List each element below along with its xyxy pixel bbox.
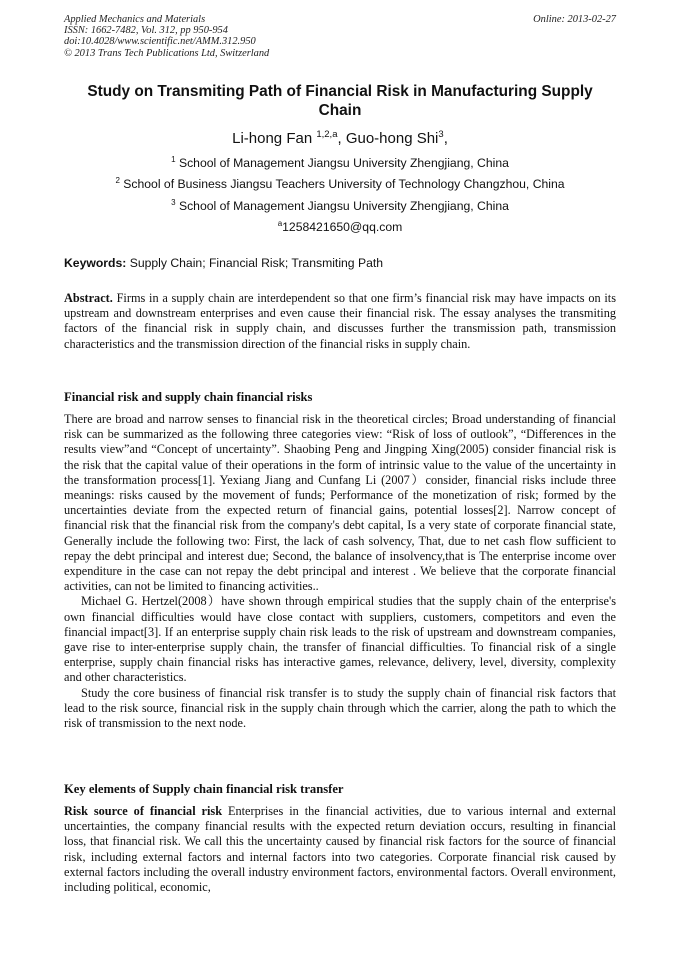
keywords-label: Keywords:	[64, 256, 127, 270]
journal-name: Applied Mechanics and Materials	[64, 14, 206, 25]
email-marker: a	[277, 219, 283, 228]
copyright-line: © 2013 Trans Tech Publications Ltd, Switzerland	[64, 47, 270, 59]
affiliation-1-text: School of Management Jiangsu University Zhengjiang, China	[178, 156, 509, 170]
section-2-body	[64, 804, 616, 895]
author-separator: ,	[337, 130, 346, 147]
section-1-paragraph-3: Study the core business of financial risk transfer is to study the supply chain of financial risk factors that lead to the risk source, financial risk in the supply chain through which the carrier, along the path to which the risk of transmission to the next node.	[64, 685, 616, 731]
affiliation-3-text: School of Management Jiangsu University Zhengjiang, China	[178, 199, 509, 213]
journal-header	[64, 14, 616, 59]
section-heading-2: Key elements of Supply chain financial risk transfer	[64, 782, 344, 796]
keywords	[64, 256, 616, 270]
section-2-paragraph-1: Enterprises in the financial activities, due to various internal and external uncertainties, the company financial results with the expected return deviation occurs, resulting in financial loss, that financial risk. We call this the uncertainty caused by financial risk factors for the source of financial risk, including external factors and internal factors into two categories. Corporate financial risk caused by external factors including the overall industry environment factors, environmental factors. Overall environment, including political, economic,	[64, 804, 616, 895]
author-1: Li-hong Fan	[232, 130, 313, 147]
affiliation-2	[64, 177, 616, 191]
author-email	[64, 220, 616, 234]
author-1-affiliation: 1,2,a	[316, 129, 338, 140]
affiliation-2-text: School of Business Jiangsu Teachers University of Technology Changzhou, China	[123, 177, 565, 191]
section-1-body	[64, 412, 616, 731]
affiliation-1	[64, 156, 616, 170]
author-2-affiliation: 3	[438, 129, 444, 140]
paper-title: Study on Transmiting Path of Financial Risk in Manufacturing Supply Chain	[87, 83, 593, 119]
author-2: Guo-hong Shi	[345, 130, 439, 147]
section-2-lead: Risk source of financial risk	[64, 804, 223, 818]
affiliation-3-marker: 3	[171, 198, 176, 207]
doi-line: doi:10.4028/www.scientific.net/AMM.312.950	[64, 36, 256, 48]
online-date: Online: 2013-02-27	[533, 14, 616, 25]
affiliation-1-marker: 1	[171, 155, 176, 164]
issn-line: ISSN: 1662-7482, Vol. 312, pp 950-954	[64, 25, 228, 37]
section-1-paragraph-2: Michael G. Hertzel(2008）have shown through empirical studies that the supply chain of the enterprise's own financial difficulties would have close contact with suppliers, customers, competitors and even the financial impact[3]. If an enterprise supply chain risk leads to the risk of upstream and downstream companies, gave rise to inter-enterprise supply chain, the transfer of financial difficulties. To financial risk of a single enterprise, supply chain financial risks has interactive games, relevance, delivery, level, diversity, complexity and other characteristics.	[64, 594, 616, 685]
abstract-label: Abstract.	[64, 291, 113, 305]
section-1-paragraph-1: There are broad and narrow senses to financial risk in the theoretical circles; Broad understanding of financial risk can be summarized as the following three categories view: “Risk of loss of outlook”, “Differences in the results view”and “Concept of uncertainty”. Shaobing Peng and Jingping Xing(2005) consider financial risk is the risk that the capital value of their operations in the form of intrinsic value to the value of the uncertainty in the transformation process[1]. Yexiang Jiang and Cunfang Li (2007）consider, financial risks include three meanings: risks caused by the movement of funds; Performance of the monetization of risk; formed by the uncertainties deviate from the expected return of financial gains, potential losses[2]. Narrow concept of financial risk that the financial risk from the company's debt capital, Is a very state of corporate financial state, Generally include the following two: First, the lack of cash solvency, That, due to net cash flow sufficient to repay the debt principal and interest due; Second, the balance of insolvency,that is The enterprise income over expenditure in the case can not repay the debt principal and interest . We believe that the corporate financial activities, can not be limited to financing activities..	[64, 412, 616, 594]
section-heading-1: Financial risk and supply chain financial risks	[64, 390, 313, 404]
email-text: 1258421650@qq.com	[282, 220, 403, 234]
abstract	[64, 291, 616, 352]
affiliation-3	[64, 199, 616, 213]
author-trailing-comma: ,	[443, 130, 448, 147]
keywords-text: Supply Chain; Financial Risk; Transmiting Path	[126, 256, 384, 270]
author-line	[64, 130, 616, 148]
abstract-text: Firms in a supply chain are interdependent so that one firm’s financial risk may have impacts on its upstream and downstream enterprises and even cause their financial risk. The essay analyses the transmiting factors of the financial risk in supply chain, and discusses further the transmission path, transmission characteristics and the transmission direction of the financial risks in supply chain.	[64, 291, 616, 351]
affiliation-2-marker: 2	[115, 176, 120, 185]
